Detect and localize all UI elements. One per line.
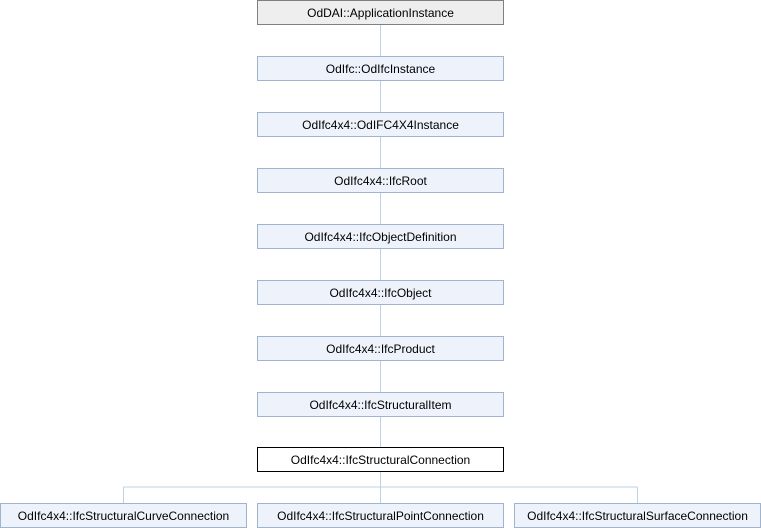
node-ifc-root[interactable]: OdIfc4x4::IfcRoot	[257, 168, 504, 193]
node-ifc-structural-surface-connection[interactable]: OdIfc4x4::IfcStructuralSurfaceConnection	[514, 503, 761, 528]
node-odifc4x4-odifc4x4-instance[interactable]: OdIfc4x4::OdIFC4X4Instance	[257, 112, 504, 137]
node-ifc-structural-item[interactable]: OdIfc4x4::IfcStructuralItem	[257, 392, 504, 417]
node-ifc-object-definition[interactable]: OdIfc4x4::IfcObjectDefinition	[257, 224, 504, 249]
node-ifc-structural-curve-connection[interactable]: OdIfc4x4::IfcStructuralCurveConnection	[0, 503, 247, 528]
node-odifc-odifc-instance[interactable]: OdIfc::OdIfcInstance	[257, 56, 504, 81]
node-ifc-object[interactable]: OdIfc4x4::IfcObject	[257, 280, 504, 305]
node-ifc-structural-connection[interactable]: OdIfc4x4::IfcStructuralConnection	[257, 447, 504, 472]
node-ifc-product[interactable]: OdIfc4x4::IfcProduct	[257, 336, 504, 361]
node-ifc-structural-point-connection[interactable]: OdIfc4x4::IfcStructuralPointConnection	[257, 503, 504, 528]
node-od-dai-application-instance[interactable]: OdDAI::ApplicationInstance	[257, 0, 504, 25]
